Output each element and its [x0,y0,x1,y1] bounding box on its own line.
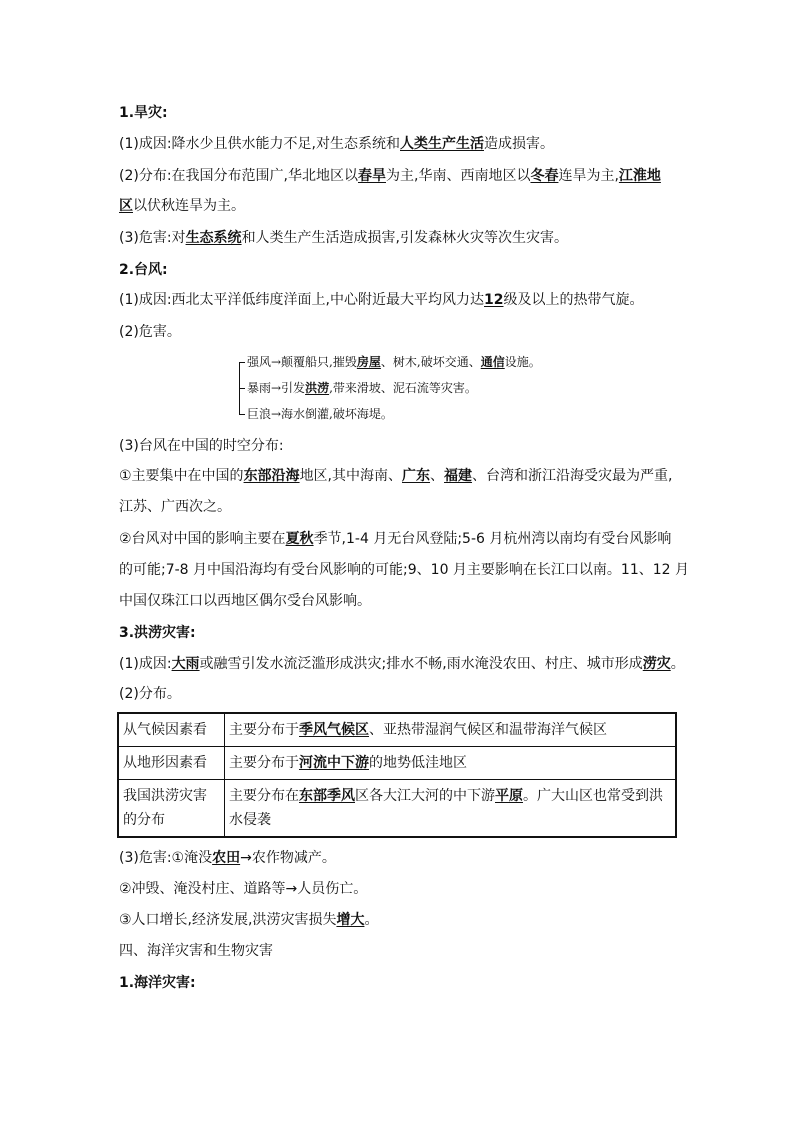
flood-distribution-label: (2)分布。 [119,686,181,702]
diagram-rain: 暴雨→引发洪涝,带来滑坡、泥石流等灾害。 [239,380,477,396]
typhoon-point2: ②台风对中国的影响主要在夏秋季节,1-4 月无台风登陆;5-6 月杭州湾以南均有受台风影响 [119,531,672,547]
flood-harm-1: (3)危害:①淹没农田→农作物减产。 [119,850,336,866]
drought-distribution-cont: 区以伏秋连旱为主。 [119,198,245,214]
typhoon-point2-cont: 的可能;7-8 月中国沿海均有受台风影响的可能;9、10 月主要影响在长江口以南。11、12 月 [119,562,689,578]
diagram-waves: 巨浪→海水倒灌,破坏海堤。 [239,406,393,422]
typhoon-point2-cont2: 中国仅珠江口以西地区偶尔受台风影响。 [119,593,371,609]
typhoon-heading: 2.台风: [119,262,168,278]
table-row [118,713,676,747]
typhoon-point1: ①主要集中在中国的东部沿海地区,其中海南、广东、福建、台湾和浙江沿海受灾最为严重, [119,468,673,484]
drought-heading: 1.旱灾: [119,105,168,121]
section4-sub1: 1.海洋灾害: [119,975,196,991]
drought-distribution: (2)分布:在我国分布范围广,华北地区以春旱为主,华南、西南地区以冬春连旱为主,江淮地 [119,168,661,184]
table-value: 主要分布在东部季风区各大江大河的中下游平原。广大山区也常受到洪水侵袭 [225,780,677,838]
flood-distribution-table [117,712,677,838]
drought-cause: (1)成因:降水少且供水能力不足,对生态系统和人类生产生活造成损害。 [119,136,554,152]
flood-cause: (1)成因:大雨或融雪引发水流泛滥形成洪灾;排水不畅,雨水淹没农田、村庄、城市形成涝灾。 [119,656,685,672]
typhoon-point1-cont: 江苏、广西次之。 [119,499,231,515]
table-key: 我国洪涝灾害的分布 [118,780,225,838]
table-key: 从地形因素看 [118,747,225,780]
flood-heading: 3.洪涝灾害: [119,625,196,641]
table-value: 主要分布于季风气候区、亚热带湿润气候区和温带海洋气候区 [225,713,677,747]
table-row [118,747,676,780]
typhoon-harm-label: (2)危害。 [119,324,181,340]
typhoon-spacetime-label: (3)台风在中国的时空分布: [119,438,284,454]
flood-harm-3: ③人口增长,经济发展,洪涝灾害损失增大。 [119,912,379,928]
typhoon-cause: (1)成因:西北太平洋低纬度洋面上,中心附近最大平均风力达12级及以上的热带气旋。 [119,292,644,308]
table-key: 从气候因素看 [118,713,225,747]
table-row [118,780,676,838]
diagram-wind: 强风→颠覆船只,摧毁房屋、树木,破坏交通、通信设施。 [239,354,541,370]
section4-title: 四、海洋灾害和生物灾害 [119,943,273,959]
flood-harm-2: ②冲毁、淹没村庄、道路等→人员伤亡。 [119,881,368,897]
table-value: 主要分布于河流中下游的地势低洼地区 [225,747,677,780]
drought-harm: (3)危害:对生态系统和人类生产生活造成损害,引发森林火灾等次生灾害。 [119,230,569,246]
